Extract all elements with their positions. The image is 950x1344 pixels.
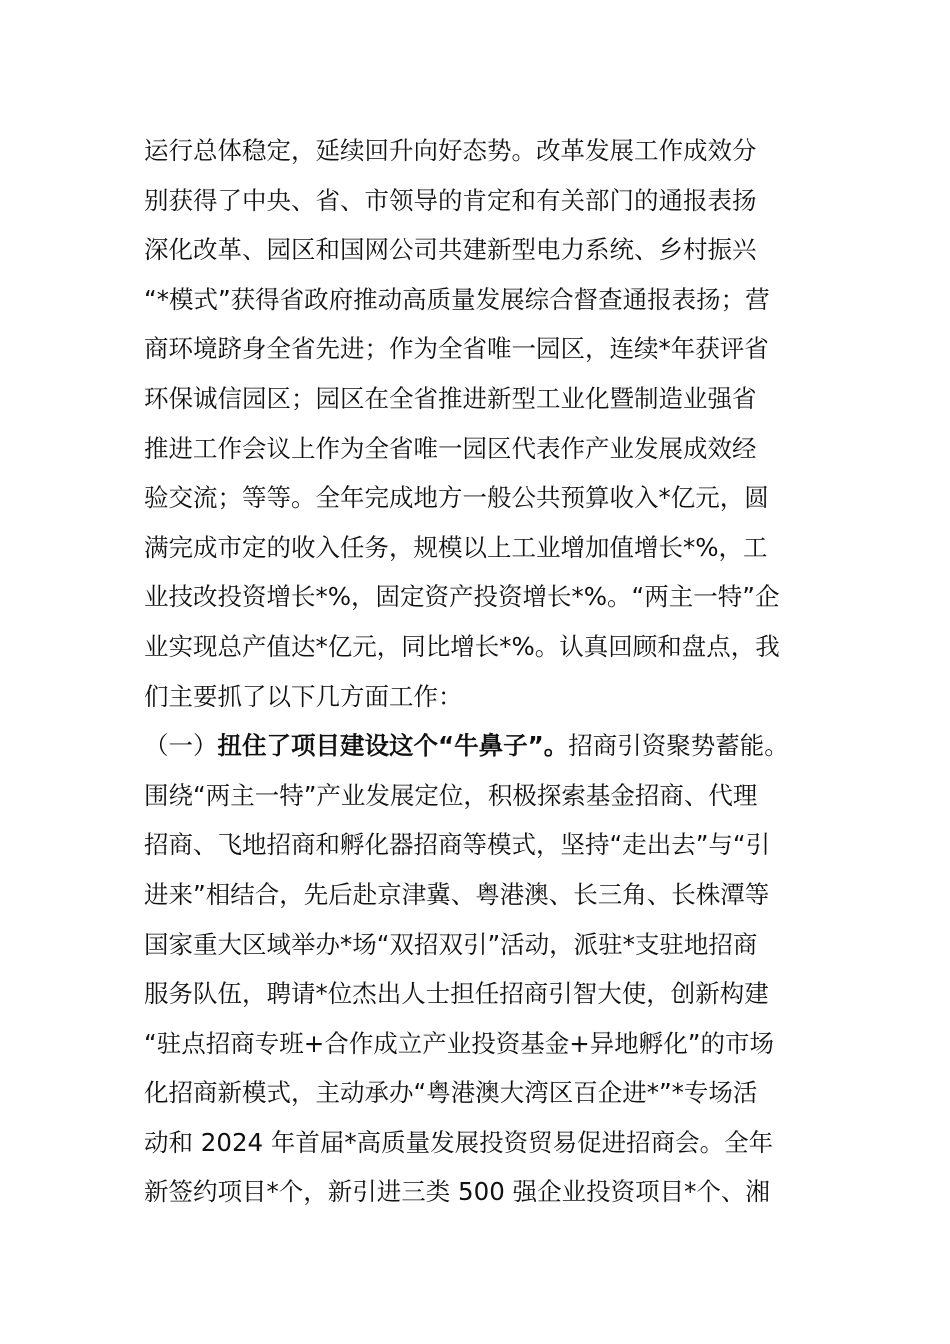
paragraph-line-12: 们主要抓了以下几方面工作： [144, 681, 463, 711]
section-heading [144, 721, 824, 771]
section-line-3: 进来”相结合，先后赴京津冀、粤港澳、长三角、长株潭等 [144, 879, 770, 909]
section-line-8: 动和 2024 年首届*高质量发展投资贸易促进招商会。全年 [144, 1127, 774, 1157]
paragraph-line-6: 环保诚信园区；园区在全省推进新型工业化暨制造业强省 [144, 383, 757, 413]
section-title: 扭住了项目建设这个“牛鼻子”。 [217, 731, 569, 761]
section-number: （一） [144, 731, 218, 761]
section-line-9: 新签约项目*个，新引进三类 500 强企业投资项目*个、湘 [144, 1177, 770, 1207]
paragraph-line-10: 业技改投资增长*%，固定资产投资增长*%。“两主一特”企 [144, 582, 780, 612]
section-line-1: 围绕“两主一特”产业发展定位，积极探索基金招商、代理 [144, 780, 758, 810]
section-line-2: 招商、飞地招商和孵化器招商等模式，坚持“走出去”与“引 [144, 830, 771, 860]
section-line-4: 国家重大区域举办*场“双招双引”活动，派驻*支驻地招商 [144, 929, 758, 959]
body-text [144, 126, 824, 1217]
section-line-5: 服务队伍，聘请*位杰出人士担任招商引智大使，创新构建 [144, 979, 769, 1009]
paragraph-line-9: 满完成市定的收入任务，规模以上工业增加值增长*%，工 [144, 532, 768, 562]
paragraph-line-8: 验交流；等等。全年完成地方一般公共预算收入*亿元，圆 [144, 483, 769, 513]
paragraph-line-5: 商环境跻身全省先进；作为全省唯一园区，连续*年获评省 [144, 334, 769, 364]
paragraph-line-7: 推进工作会议上作为全省唯一园区代表作产业发展成效经 [144, 433, 757, 463]
paragraph-line-3: 深化改革、园区和国网公司共建新型电力系统、乡村振兴 [144, 235, 757, 265]
section-line-7: 化招商新模式，主动承办“粤港澳大湾区百企进*”*专场活 [144, 1078, 758, 1108]
paragraph-line-1: 运行总体稳定，延续回升向好态势。改革发展工作成效分 [144, 136, 757, 165]
section-line-6: “驻点招商专班+合作成立产业投资基金+异地孵化”的市场 [144, 1028, 774, 1058]
paragraph-line-2: 别获得了中央、省、市领导的肯定和有关部门的通报表扬 [144, 185, 757, 215]
paragraph-line-11: 业实现总产值达*亿元，同比增长*%。认真回顾和盘点，我 [144, 631, 780, 661]
section-heading-rest: 招商引资聚势蓄能。 [568, 731, 789, 761]
paragraph-line-4: “*模式”获得省政府推动高质量发展综合督查通报表扬；营 [144, 284, 770, 314]
